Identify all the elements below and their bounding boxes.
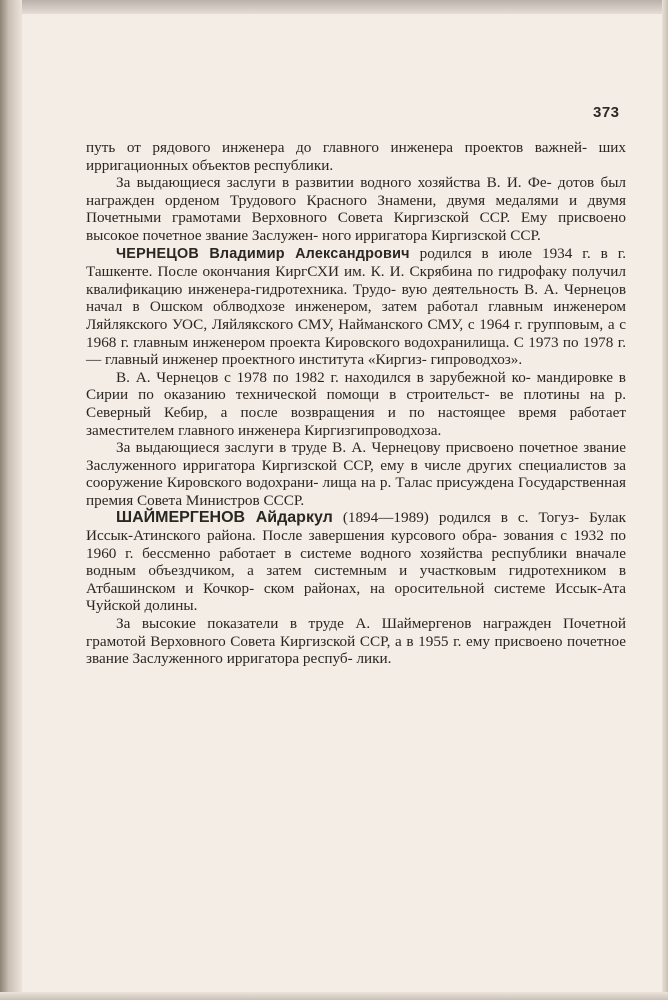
text-line: мандировке в Сирии по оказанию технической помощи в строительст-	[86, 368, 626, 404]
text-line: (1894—1989) родился в с. Тогуз-	[332, 509, 580, 527]
text-line: гидрофаку получил квалификацию инженера-гидротехника. Трудо-	[86, 263, 627, 298]
paragraph-chernetsov-syria	[86, 369, 626, 439]
paragraph-chernetsov-bio	[86, 245, 626, 369]
paragraph-fedotov-awards	[86, 174, 626, 244]
paragraph-continuation	[86, 139, 626, 174]
text-line: Почетной грамотой Верховного Совета Киргизской ССР, а в 1955 г.	[86, 615, 627, 650]
page-edge-bottom	[0, 992, 668, 1000]
paragraph-shaimergenov-awards	[86, 615, 626, 668]
text-line: За выдающиеся заслуги в развитии водного хозяйства В. И. Фе-	[116, 174, 552, 192]
text-line: Ляйлякского СМУ, Найманского СМУ, с 1964 г. групповым, а с	[211, 315, 627, 333]
text-line: лики.	[356, 650, 392, 668]
text-line: ного ирригатора Киргизской ССР.	[322, 226, 541, 244]
text-line: г. Ташкенте. После окончания КиргСХИ им. К. И. Скрябина по	[86, 244, 626, 281]
text-line: родился в июле 1934 г. в	[409, 244, 608, 262]
text-line: настоящее время работает заместителем главного инженера	[86, 403, 626, 439]
text-line: дотов был награжден орденом Трудового Красного Знамени, двумя	[86, 174, 626, 209]
paragraph-chernetsov-awards	[86, 439, 626, 509]
text-line: путь от рядового инженера до главного инженера проектов важней-	[86, 139, 588, 156]
text-line: вую деятельность В. А. Чернецов начал в Ошском облводхозе	[86, 280, 626, 316]
text-line: лища на р. Талас присуждена Государственная премия Совета	[86, 474, 626, 509]
body-text	[86, 139, 626, 668]
text-line: ему присвоено почетное звание Заслуженного ирригатора респуб-	[86, 632, 627, 668]
text-line: Булак Иссык-Атинского района. После завершения курсового обра-	[86, 509, 627, 545]
text-line: системным и участковым гидротехником в Атбашинском и Кочкор-	[86, 562, 627, 597]
text-line: медалями и двумя Почетными грамотами Верховного Совета	[86, 191, 627, 227]
text-line: гипроводхоз».	[430, 351, 523, 369]
text-line: инженером, затем работал главным инженером Ляйлякского УОС,	[86, 298, 626, 333]
text-line: хозяйства республики вначале водным объездчиком, а затем	[86, 544, 626, 580]
text-line: В. А. Чернецов с 1978 по 1982 г. находился в зарубежной ко-	[116, 368, 531, 386]
page-edge-left	[0, 0, 22, 1000]
bio-name-shaimergenov: ШАЙМЕРГЕНОВ Айдаркул	[116, 509, 333, 527]
text-line: 1968 г. главным инженером проекта Кировского водохранилища.	[86, 333, 510, 351]
text-line: За выдающиеся заслуги в труде В. А. Чернецову присвоено	[116, 439, 514, 457]
bio-name-chernetsov: ЧЕРНЕЦОВ Владимир Александрович	[116, 245, 410, 262]
text-line: ве плотины на р. Северный Кебир, а после возвращения и по	[86, 386, 627, 421]
text-line: Министров СССР.	[185, 491, 305, 509]
page-edge-right	[662, 0, 668, 1000]
text-line: Киргизской ССР. Ему присвоено высокое почетное звание Заслужен-	[86, 209, 626, 244]
page-number: 373	[593, 104, 620, 121]
text-line: почетное звание Заслуженного ирригатора Киргизской ССР, ему в	[86, 439, 626, 474]
text-line: С 1973 по 1978 г. — главный инженер проектного института «Киргиз-	[86, 333, 627, 369]
text-line: За высокие показатели в труде А. Шаймергенов награжден	[116, 615, 552, 633]
paragraph-shaimergenov-bio	[86, 509, 626, 615]
text-line: зования с 1932 по 1960 г. бессменно работает в системе водного	[86, 527, 627, 562]
text-line: ших ирригационных объектов республики.	[86, 139, 627, 174]
page-edge-top	[0, 0, 668, 14]
text-line: числе других специалистов за сооружение Кировского водохрани-	[86, 456, 627, 492]
text-line: ском районах, на оросительной системе Иссык-Ата Чуйской долины.	[86, 579, 626, 615]
text-line: Киргизгипроводхоза.	[304, 421, 442, 439]
